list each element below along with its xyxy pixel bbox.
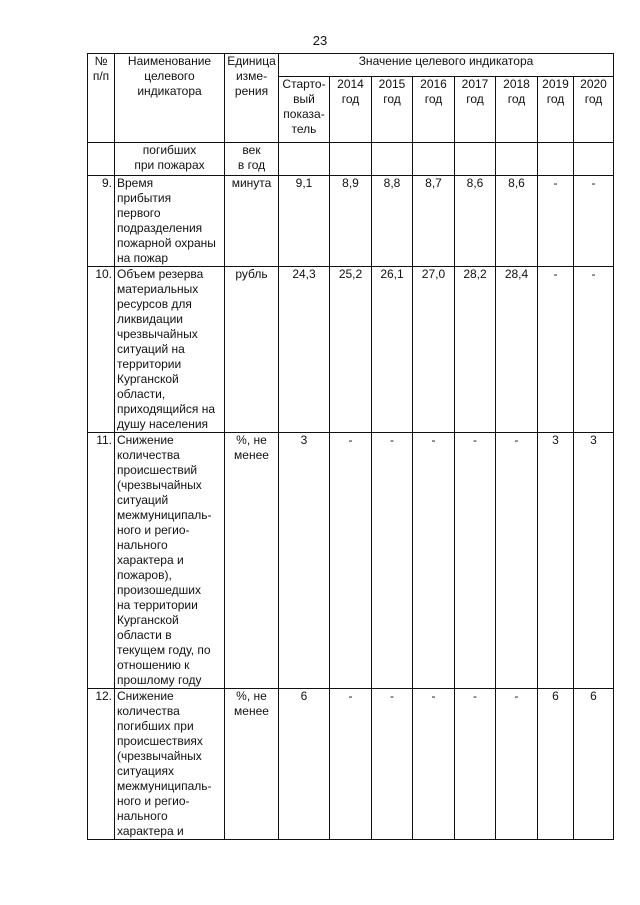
row-unit: рубль (225, 267, 279, 433)
row-num: 10. (88, 267, 115, 433)
row-name: Объем резерва материальных ресурсов для ликвидации чрезвычайных ситуаций на территории Курганской области, приходящийся на душу населения (115, 267, 225, 433)
row-value: - (413, 689, 455, 840)
row-value: 26,1 (372, 267, 413, 433)
row-start: 6 (279, 689, 330, 840)
row-value: 25,2 (330, 267, 372, 433)
row-name: Время прибытия первого подразделения пожарной охраны на пожар (115, 176, 225, 267)
row-value: - (372, 689, 413, 840)
row-value (574, 143, 614, 176)
row-value: - (455, 433, 496, 689)
row-value: - (574, 267, 614, 433)
header-name: Наименование целевого индикатора (115, 54, 225, 143)
page-number: 23 (312, 33, 328, 48)
row-start: 24,3 (279, 267, 330, 433)
row-value: - (496, 433, 538, 689)
row-name: Снижение количества происшествий (чрезвычайных ситуаций межмуниципаль- ного и регио- нального характера и пожаров), произошедших на территории Курганской области в текущем году, по отношению к прошлому году (115, 433, 225, 689)
header-num: № п/п (88, 54, 115, 143)
row-value: 8,7 (413, 176, 455, 267)
row-unit: %, не менее (225, 433, 279, 689)
row-start: 9,1 (279, 176, 330, 267)
row-value (538, 143, 574, 176)
table-row (88, 433, 614, 689)
row-value (496, 143, 538, 176)
row-value: 27,0 (413, 267, 455, 433)
row-num (88, 143, 115, 176)
row-name: Снижение количества погибших при происшествиях (чрезвычайных ситуациях межмуниципаль- ного и регио- нального характера и (115, 689, 225, 840)
row-value: 6 (574, 689, 614, 840)
row-unit: %, не менее (225, 689, 279, 840)
row-start: 3 (279, 433, 330, 689)
row-num: 12. (88, 689, 115, 840)
row-value (330, 143, 372, 176)
row-value: - (496, 689, 538, 840)
row-value: - (455, 689, 496, 840)
header-unit: Единица изме- рения (225, 54, 279, 143)
table-row (88, 689, 614, 840)
indicator-table (87, 53, 614, 840)
row-value: 8,6 (496, 176, 538, 267)
row-unit: век в год (225, 143, 279, 176)
row-value (413, 143, 455, 176)
header-year: 2020 год (574, 77, 614, 143)
row-value: 3 (574, 433, 614, 689)
row-value: 8,9 (330, 176, 372, 267)
table-row (88, 267, 614, 433)
row-value: - (538, 176, 574, 267)
header-year: 2015 год (372, 77, 413, 143)
row-value: - (413, 433, 455, 689)
row-num: 11. (88, 433, 115, 689)
header-year: 2014 год (330, 77, 372, 143)
row-value: 28,4 (496, 267, 538, 433)
row-value: - (330, 433, 372, 689)
header-year: 2016 год (413, 77, 455, 143)
row-value (455, 143, 496, 176)
row-unit: минута (225, 176, 279, 267)
header-year: 2019 год (538, 77, 574, 143)
row-value: - (372, 433, 413, 689)
row-value: - (538, 267, 574, 433)
header-start: Старто- вый показа- тель (279, 77, 330, 143)
row-num: 9. (88, 176, 115, 267)
table-row (88, 176, 614, 267)
row-value: 8,6 (455, 176, 496, 267)
row-value: 3 (538, 433, 574, 689)
header-value-group: Значение целевого индикатора (279, 54, 614, 77)
header-year: 2017 год (455, 77, 496, 143)
header-year: 2018 год (496, 77, 538, 143)
row-name: погибших при пожарах (115, 143, 225, 176)
row-value (372, 143, 413, 176)
row-value: 8,8 (372, 176, 413, 267)
row-value: - (574, 176, 614, 267)
row-value: - (330, 689, 372, 840)
row-value: 6 (538, 689, 574, 840)
row-start (279, 143, 330, 176)
continuation-row (88, 143, 614, 176)
row-value: 28,2 (455, 267, 496, 433)
